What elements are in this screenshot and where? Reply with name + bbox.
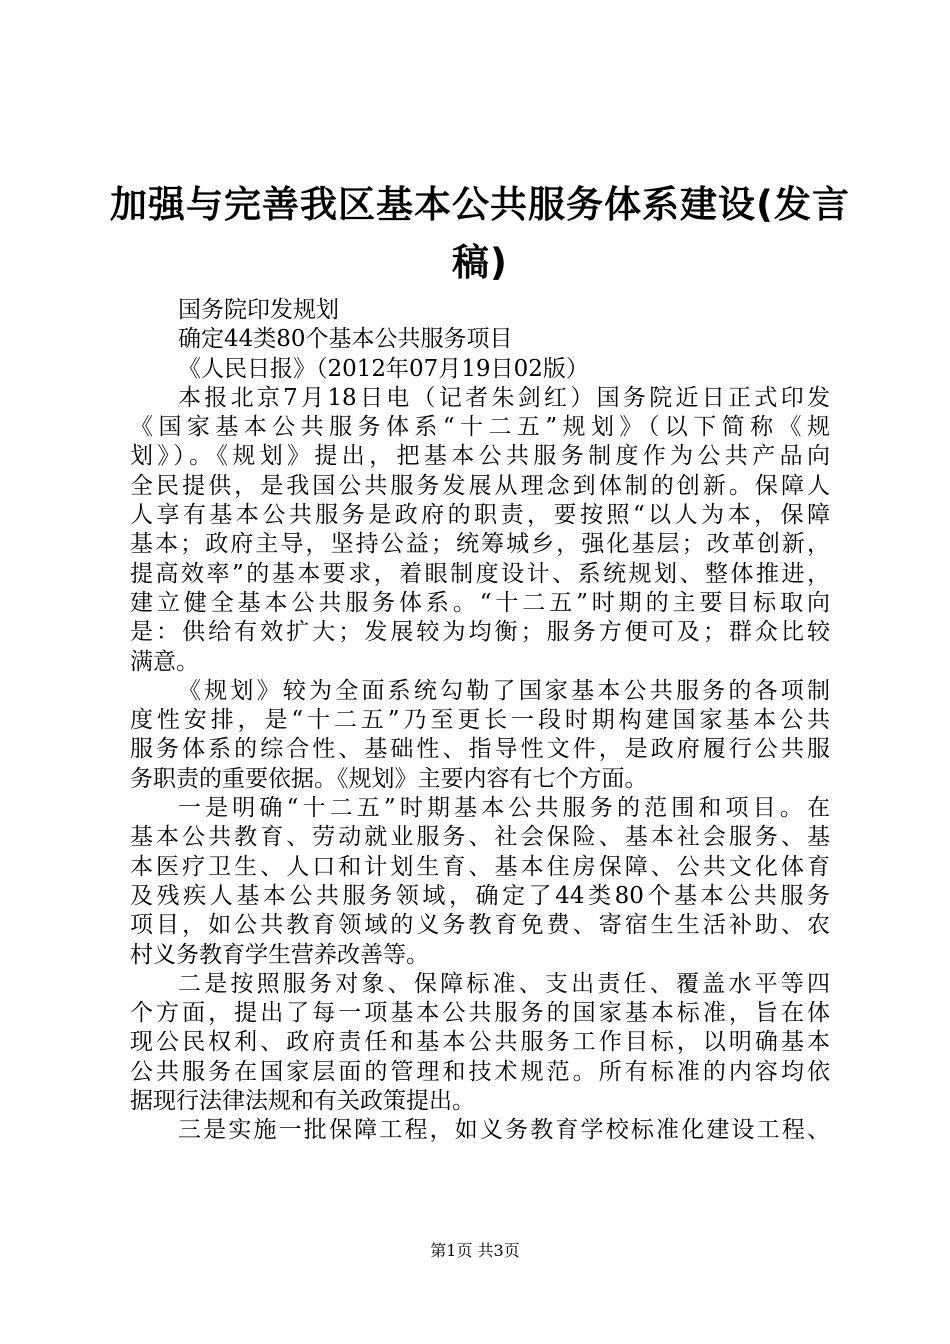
body-line: 全民提供，是我国公共服务发展从理念到体制的创新。保障人 <box>130 472 830 499</box>
body-line: 村义务教育学生营养改善等。 <box>130 941 429 968</box>
body-line: 务职责的重要依据。《规划》主要内容有七个方面。 <box>130 765 648 792</box>
body-line: 划》）。《规划》提出，把基本公共服务制度作为公共产品向 <box>130 443 830 470</box>
body-line: 人享有基本公共服务是政府的职责，要按照“以人为本，保障 <box>130 502 830 529</box>
body-line: 服务体系的综合性、基础性、指导性文件，是政府履行公共服 <box>130 736 830 763</box>
body-line: 一是明确“十二五”时期基本公共服务的范围和项目。在 <box>178 795 830 822</box>
body-line: 满意。 <box>130 648 199 675</box>
body-line: 公共服务在国家层面的管理和技术规范。所有标准的内容均依 <box>130 1058 830 1085</box>
body-line: 三是实施一批保障工程，如义务教育学校标准化建设工程、 <box>178 1117 830 1144</box>
body-line: 据现行法律法规和有关政策提出。 <box>130 1088 475 1115</box>
body-line: 建立健全基本公共服务体系。“十二五”时期的主要目标取向 <box>130 589 830 616</box>
body-line: 本医疗卫生、人口和计划生育、基本住房保障、公共文化体育 <box>130 853 830 880</box>
body-line: 个方面，提出了每一项基本公共服务的国家基本标准，旨在体 <box>130 1000 830 1027</box>
body-line: 《规划》较为全面系统勾勒了国家基本公共服务的各项制 <box>178 677 830 704</box>
body-line: 是：供给有效扩大；发展较为均衡；服务方便可及；群众比较 <box>130 619 830 646</box>
body-line: 国务院印发规划 <box>178 297 339 323</box>
body-line: 本报北京7月18日电（记者朱剑红）国务院近日正式印发 <box>178 384 830 411</box>
body-line: 《人民日报》（2012年07月19日02版） <box>178 355 589 382</box>
body-line: 基本；政府主导，坚持公益；统筹城乡，强化基层；改革创新， <box>130 531 830 558</box>
title-line: 稿) <box>452 241 508 284</box>
body-line: 二是按照服务对象、保障标准、支出责任、覆盖水平等四 <box>178 970 830 997</box>
body-line: 提高效率”的基本要求，着眼制度设计、系统规划、整体推进， <box>130 560 830 587</box>
body-line: 《国家基本公共服务体系“十二五”规划》（以下简称《规 <box>130 414 830 441</box>
body-line: 项目，如公共教育领域的义务教育免费、寄宿生生活补助、农 <box>130 912 830 939</box>
document-title <box>100 176 860 292</box>
page-footer: 第1页 共3页 <box>430 1241 520 1260</box>
body-line: 及残疾人基本公共服务领域，确定了44类80个基本公共服务 <box>130 882 830 909</box>
body-line: 基本公共教育、劳动就业服务、社会保险、基本社会服务、基 <box>130 824 830 851</box>
document-body <box>130 296 830 1146</box>
body-line: 确定44类80个基本公共服务项目 <box>178 326 513 353</box>
body-line: 度性安排，是“十二五”乃至更长一段时期构建国家基本公共 <box>130 707 830 734</box>
title-line: 加强与完善我区基本公共服务体系建设(发言 <box>110 183 850 226</box>
body-line: 现公民权利、政府责任和基本公共服务工作目标，以明确基本 <box>130 1029 830 1056</box>
